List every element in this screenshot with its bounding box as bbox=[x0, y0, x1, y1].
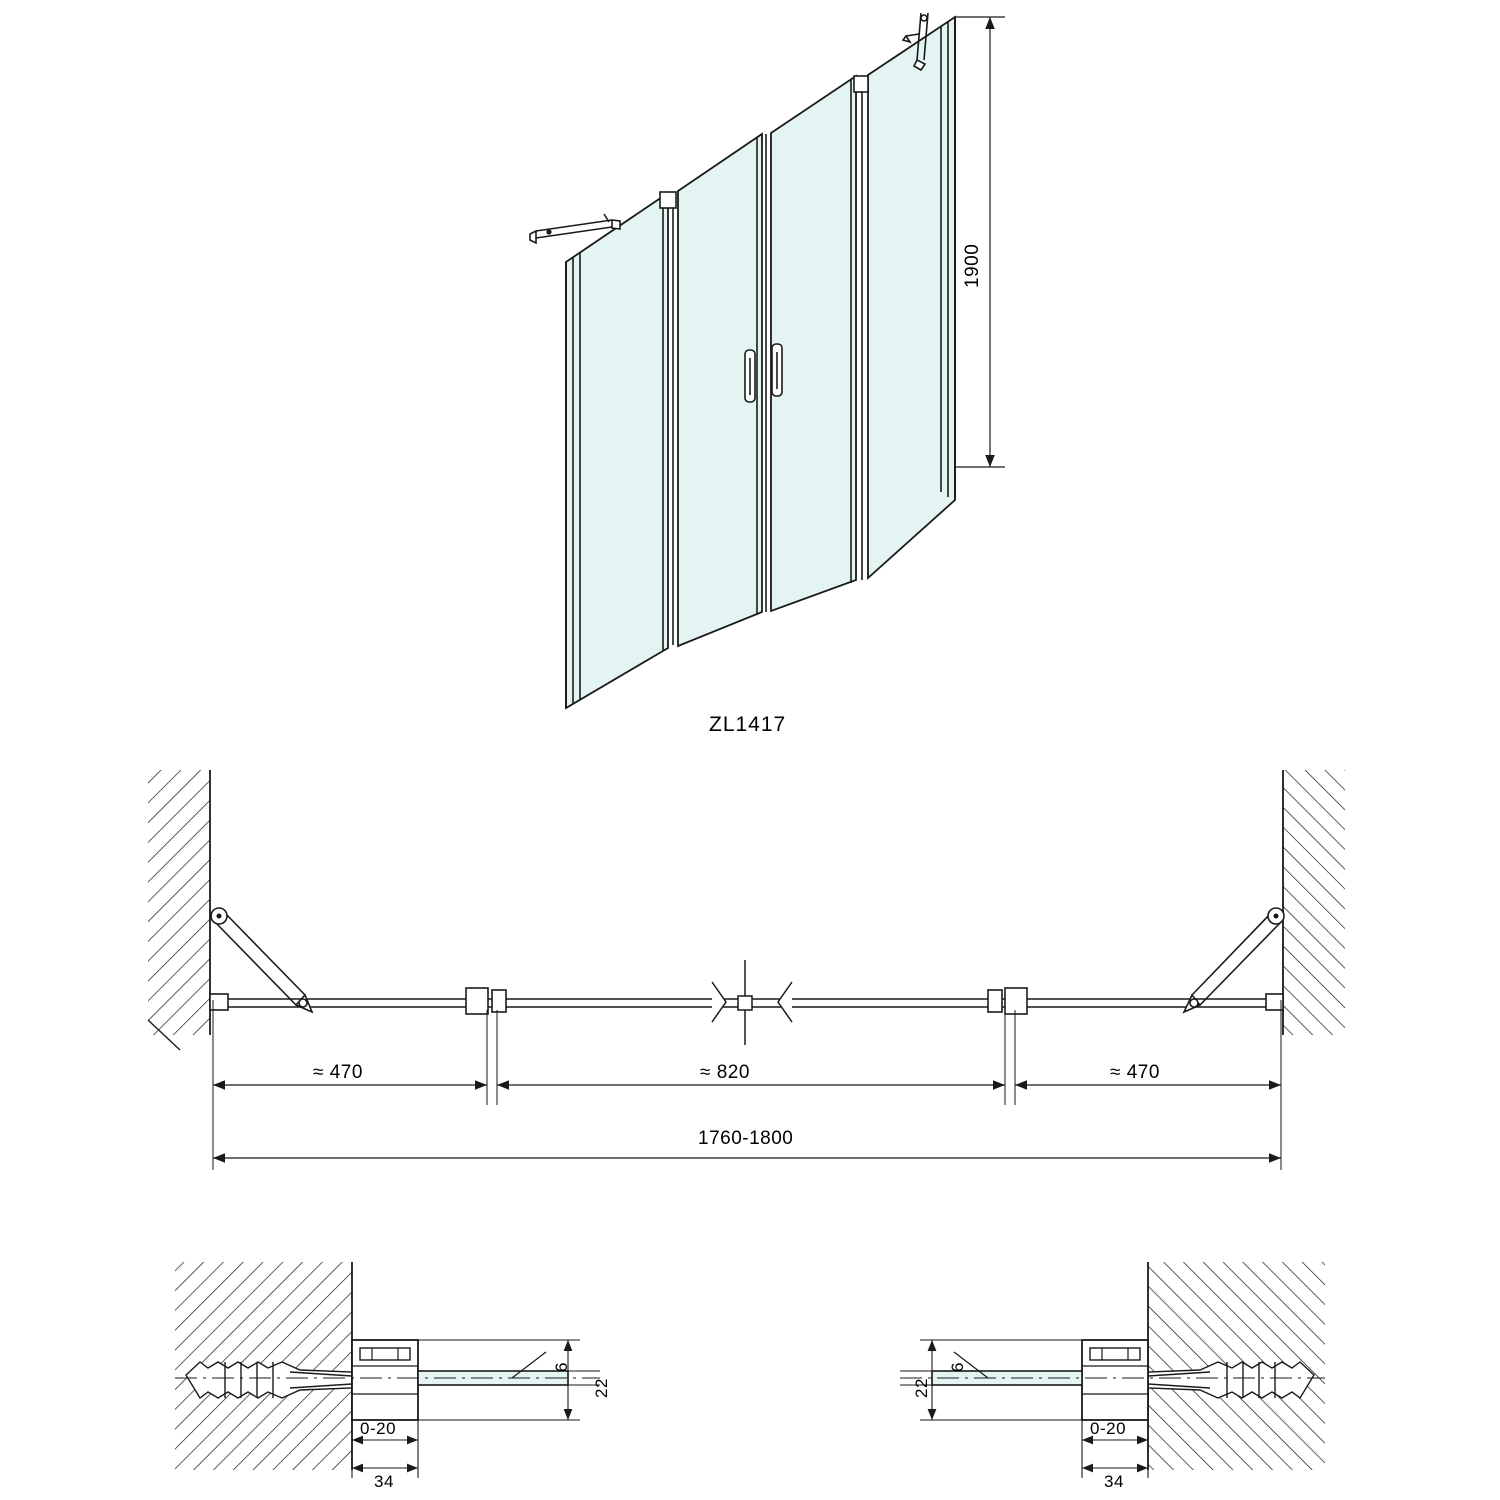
left-detail-profile-width: 34 bbox=[374, 1472, 394, 1491]
right-detail-profile-height: 22 bbox=[912, 1378, 931, 1398]
left-detail-adjustment-range: 0-20 bbox=[360, 1419, 397, 1438]
plan-dimension-center-doors: ≈ 820 bbox=[700, 1062, 750, 1083]
detail-left-group bbox=[175, 1262, 600, 1478]
plan-dimension-right-panel: ≈ 470 bbox=[1110, 1062, 1160, 1083]
model-label: ZL1417 bbox=[709, 713, 787, 736]
plan-group bbox=[148, 770, 1345, 1170]
plan-overall-dimension: 1760-1800 bbox=[698, 1128, 794, 1149]
left-detail-glass-thickness: 6 bbox=[552, 1362, 571, 1372]
right-detail-adjustment-range: 0-20 bbox=[1090, 1419, 1127, 1438]
elevation-group bbox=[530, 13, 1005, 708]
right-detail-profile-width: 34 bbox=[1104, 1472, 1124, 1491]
left-detail-profile-height: 22 bbox=[592, 1378, 611, 1398]
plan-dimension-left-panel: ≈ 470 bbox=[313, 1062, 363, 1083]
elevation-height-dimension: 1900 bbox=[962, 243, 983, 288]
right-detail-glass-thickness: 6 bbox=[948, 1362, 967, 1372]
